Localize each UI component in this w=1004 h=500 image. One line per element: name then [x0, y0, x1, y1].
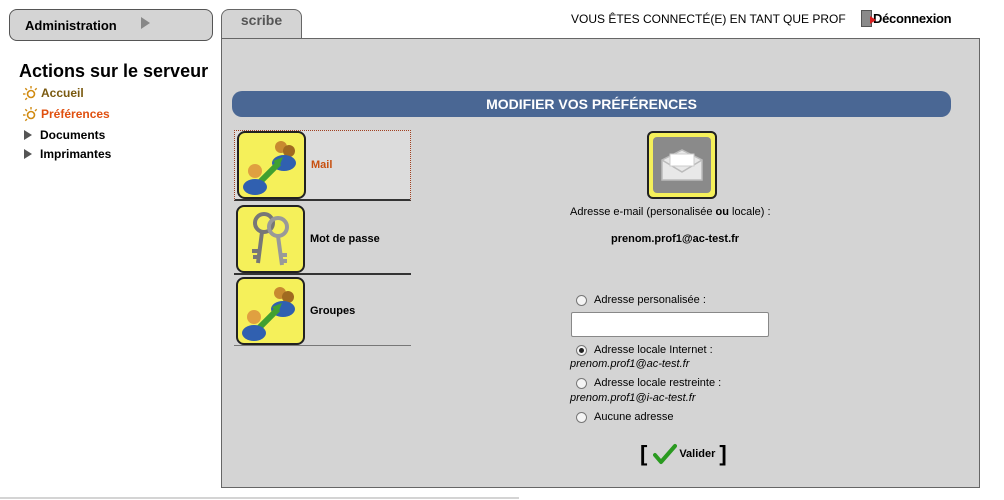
sidebar-item-label: Imprimantes: [40, 147, 112, 161]
play-arrow-icon: [141, 17, 150, 29]
radio-custom-address[interactable]: [576, 295, 587, 306]
radio-local-internet[interactable]: [576, 345, 587, 356]
option-label: Adresse personalisée :: [594, 294, 706, 306]
tab-scribe[interactable]: scribe: [221, 9, 302, 39]
logout-link[interactable]: [861, 10, 951, 27]
logout-label: Déconnexion: [873, 11, 952, 26]
sidebar-item-documents[interactable]: [22, 128, 105, 142]
bracket-right: ]: [719, 441, 727, 466]
menu-item-mail[interactable]: [234, 130, 411, 201]
sidebar-item-label: Documents: [40, 128, 106, 142]
validate-button[interactable]: [640, 443, 727, 465]
logout-door-icon: [861, 10, 872, 27]
option-label: Adresse locale Internet :: [594, 344, 713, 356]
sun-icon: [22, 85, 38, 101]
option-local-restricted[interactable]: [576, 377, 721, 389]
option-label: Adresse locale restreinte :: [594, 377, 722, 389]
current-email-address: prenom.prof1@ac-test.fr: [611, 233, 740, 245]
option-custom-address[interactable]: [576, 294, 706, 306]
users-arrow-icon: [236, 277, 305, 345]
option-label: Aucune adresse: [594, 411, 674, 423]
bracket-left: [: [640, 441, 648, 466]
keys-icon: [236, 205, 305, 273]
users-arrow-icon: [237, 131, 306, 199]
page-title: MODIFIER VOS PRÉFÉRENCES: [232, 91, 951, 117]
envelope-icon: [647, 131, 717, 199]
email-address-label: Adresse e-mail (personalisée ou locale) :: [570, 206, 771, 218]
menu-item-password[interactable]: [234, 203, 411, 274]
menu-item-label: Groupes: [310, 304, 356, 317]
sidebar-item-preferences[interactable]: [22, 106, 110, 122]
option-local-internet[interactable]: [576, 344, 713, 356]
validate-label: Valider: [679, 448, 716, 460]
custom-address-input[interactable]: [571, 312, 769, 337]
triangle-icon: [24, 149, 32, 159]
checkmark-icon: [653, 443, 677, 465]
triangle-icon: [24, 130, 32, 140]
sidebar-item-accueil[interactable]: [22, 85, 84, 101]
local-restricted-address: prenom.prof1@i-ac-test.fr: [570, 392, 696, 404]
sun-icon: [22, 106, 38, 122]
radio-no-address[interactable]: [576, 412, 587, 423]
menu-item-label: Mail: [311, 159, 333, 171]
sidebar-title: Actions sur le serveur: [19, 61, 209, 81]
bottom-divider: [0, 497, 519, 499]
administration-label: Administration: [25, 17, 117, 33]
option-no-address[interactable]: [576, 411, 674, 423]
menu-divider: [234, 345, 411, 346]
sidebar-item-label: Préférences: [41, 107, 110, 121]
sidebar-item-label: Accueil: [41, 86, 84, 100]
connected-user-text: VOUS ÊTES CONNECTÉ(E) EN TANT QUE PROF: [571, 12, 846, 26]
radio-local-restricted[interactable]: [576, 378, 587, 389]
menu-item-label: Mot de passe: [310, 232, 380, 245]
administration-menu-button[interactable]: [9, 9, 213, 41]
local-internet-address: prenom.prof1@ac-test.fr: [570, 358, 690, 370]
menu-item-groups[interactable]: [234, 275, 411, 346]
sidebar-item-imprimantes[interactable]: [22, 147, 111, 161]
